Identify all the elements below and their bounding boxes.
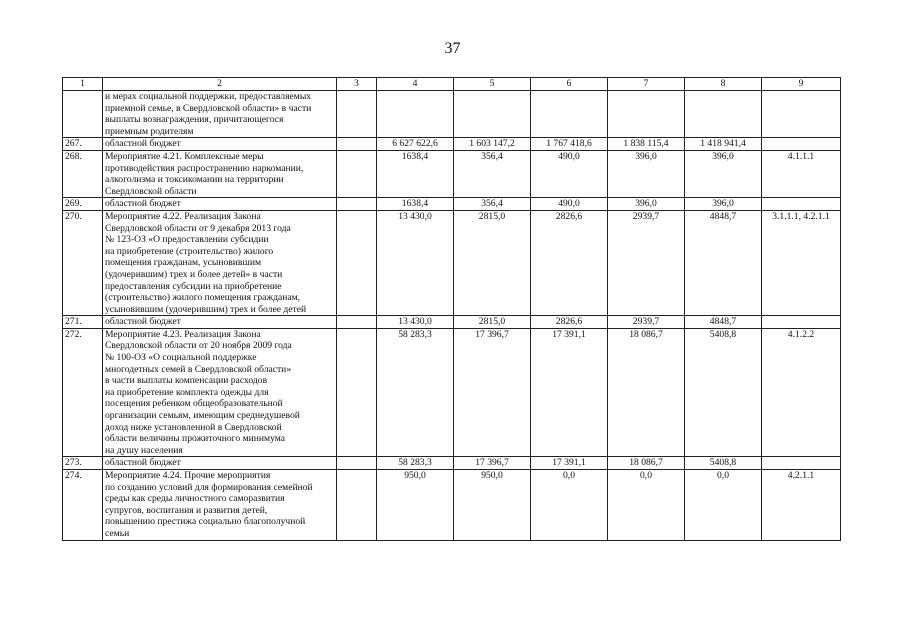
- value-cell-c8: 5408,8: [685, 328, 762, 457]
- description-line: алкоголизма и токсикомании на территории: [105, 174, 284, 186]
- target-indicator-cell: [762, 138, 841, 151]
- table-row: [63, 210, 841, 315]
- value-cell-c5: 2815,0: [454, 210, 531, 315]
- table-row: [63, 138, 841, 151]
- description-line: противодействия распространению наркомании,: [105, 162, 304, 174]
- value-cell-c6: 490,0: [531, 198, 608, 211]
- description-line: приемной семье, в Свердловской области» в части: [105, 102, 312, 114]
- description-line: среды как среды личностного саморазвития: [105, 493, 285, 505]
- target-indicator-cell: 4.1.1.1: [762, 150, 841, 197]
- description-line: Свердловской области от 9 декабря 2013 года: [105, 222, 291, 234]
- value-cell-c5: 17 396,7: [454, 457, 531, 470]
- description-line: Мероприятие 4.23. Реализация Закона: [105, 328, 261, 340]
- description-line: (строительство) жилого помещения гражданам,: [105, 292, 301, 304]
- value-cell-c3: [337, 138, 377, 151]
- description-line: в части выплаты компенсации расходов: [105, 375, 268, 387]
- column-header: 6: [531, 78, 608, 91]
- value-cell-c5: 17 396,7: [454, 328, 531, 457]
- value-cell-c4: 13 430,0: [377, 316, 454, 329]
- budget-table: [62, 77, 841, 541]
- column-header: 5: [454, 78, 531, 91]
- description-line: (удочерившим) трех и более детей» в части: [105, 268, 283, 280]
- description-line: Свердловской области от 20 ноября 2009 года: [105, 340, 292, 352]
- description-line: организации семьям, имеющим среднедушевой: [105, 410, 300, 422]
- value-cell-c6: 1 767 418,6: [531, 138, 608, 151]
- header-row: [63, 78, 841, 91]
- row-number: 271.: [63, 316, 103, 329]
- value-cell-c4: 1638,4: [377, 150, 454, 197]
- value-cell-c3: [337, 198, 377, 211]
- description-line: областной бюджет: [105, 457, 181, 469]
- row-description: [103, 316, 337, 329]
- table-row: [63, 470, 841, 541]
- value-cell-c4: 58 283,3: [377, 328, 454, 457]
- row-number: 269.: [63, 198, 103, 211]
- row-description: [103, 150, 337, 197]
- row-number: 272.: [63, 328, 103, 457]
- value-cell-c7: 2939,7: [608, 316, 685, 329]
- column-header: 7: [608, 78, 685, 91]
- table-row: [63, 91, 841, 138]
- value-cell-c6: 2826,6: [531, 316, 608, 329]
- value-cell-c3: [337, 150, 377, 197]
- row-number: 270.: [63, 210, 103, 315]
- target-indicator-cell: 3.1.1.1, 4.2.1.1: [762, 210, 841, 315]
- table-row: [63, 198, 841, 211]
- target-indicator-cell: [762, 316, 841, 329]
- page-number: 37: [444, 40, 461, 57]
- value-cell-c3: [337, 210, 377, 315]
- value-cell-c8: [685, 91, 762, 138]
- row-number: 273.: [63, 457, 103, 470]
- value-cell-c6: 490,0: [531, 150, 608, 197]
- target-indicator-cell: [762, 457, 841, 470]
- value-cell-c4: [377, 91, 454, 138]
- description-line: № 100-ОЗ «О социальной поддержке: [105, 352, 257, 364]
- description-line: предоставления субсидии на приобретение: [105, 280, 282, 292]
- description-line: повышению престижа социально благополучной: [105, 516, 306, 528]
- row-description: [103, 138, 337, 151]
- description-line: семьи: [105, 527, 130, 539]
- value-cell-c5: 356,4: [454, 198, 531, 211]
- column-header: 1: [63, 78, 103, 91]
- value-cell-c7: 396,0: [608, 198, 685, 211]
- row-number: 274.: [63, 470, 103, 541]
- row-description: [103, 328, 337, 457]
- row-number: 267.: [63, 138, 103, 151]
- value-cell-c7: 396,0: [608, 150, 685, 197]
- value-cell-c8: 396,0: [685, 198, 762, 211]
- target-indicator-cell: 4.1.2.2: [762, 328, 841, 457]
- value-cell-c7: 18 086,7: [608, 328, 685, 457]
- value-cell-c5: 356,4: [454, 150, 531, 197]
- description-line: области величины прожиточного минимума: [105, 433, 286, 445]
- value-cell-c4: 6 627 622,6: [377, 138, 454, 151]
- row-number: [63, 91, 103, 138]
- description-line: на приобретение (строительство) жилого: [105, 245, 274, 257]
- value-cell-c3: [337, 316, 377, 329]
- value-cell-c4: 950,0: [377, 470, 454, 541]
- value-cell-c3: [337, 328, 377, 457]
- value-cell-c4: 58 283,3: [377, 457, 454, 470]
- row-description: [103, 457, 337, 470]
- value-cell-c3: [337, 457, 377, 470]
- value-cell-c5: 2815,0: [454, 316, 531, 329]
- description-line: многодетных семей в Свердловской области»: [105, 363, 292, 375]
- row-description: [103, 470, 337, 541]
- value-cell-c6: 17 391,1: [531, 328, 608, 457]
- value-cell-c6: 0,0: [531, 470, 608, 541]
- target-indicator-cell: 4.2.1.1: [762, 470, 841, 541]
- description-line: помещения гражданам, усыновившим: [105, 257, 262, 269]
- row-description: [103, 210, 337, 315]
- column-header: 8: [685, 78, 762, 91]
- value-cell-c8: 1 418 941,4: [685, 138, 762, 151]
- description-line: областной бюджет: [105, 316, 181, 328]
- row-description: [103, 198, 337, 211]
- description-line: выплаты вознаграждения, причитающегося: [105, 114, 284, 126]
- description-line: доход ниже установленной в Свердловской: [105, 421, 282, 433]
- value-cell-c7: 1 838 115,4: [608, 138, 685, 151]
- value-cell-c5: 1 603 147,2: [454, 138, 531, 151]
- description-line: посещения ребенком общеобразовательной: [105, 398, 283, 410]
- description-line: областной бюджет: [105, 198, 181, 210]
- value-cell-c5: [454, 91, 531, 138]
- column-header: 4: [377, 78, 454, 91]
- value-cell-c7: 18 086,7: [608, 457, 685, 470]
- value-cell-c8: 5408,8: [685, 457, 762, 470]
- value-cell-c3: [337, 91, 377, 138]
- column-header: 3: [337, 78, 377, 91]
- column-header: 2: [103, 78, 337, 91]
- value-cell-c6: 17 391,1: [531, 457, 608, 470]
- description-line: № 123-ОЗ «О предоставлении субсидии: [105, 234, 269, 246]
- target-indicator-cell: [762, 91, 841, 138]
- value-cell-c6: 2826,6: [531, 210, 608, 315]
- description-line: и мерах социальной поддержки, предоставляемых: [105, 91, 312, 102]
- target-indicator-cell: [762, 198, 841, 211]
- description-line: Мероприятие 4.22. Реализация Закона: [105, 210, 261, 222]
- description-line: Мероприятие 4.21. Комплексные меры: [105, 150, 264, 162]
- value-cell-c4: 13 430,0: [377, 210, 454, 315]
- value-cell-c8: 4848,7: [685, 316, 762, 329]
- description-line: приемным родителям: [105, 125, 194, 137]
- value-cell-c7: 0,0: [608, 470, 685, 541]
- value-cell-c4: 1638,4: [377, 198, 454, 211]
- description-line: усыновившим (удочерившим) трех и более детей: [105, 303, 307, 315]
- value-cell-c7: [608, 91, 685, 138]
- description-line: областной бюджет: [105, 138, 181, 150]
- value-cell-c5: 950,0: [454, 470, 531, 541]
- value-cell-c3: [337, 470, 377, 541]
- table-row: [63, 328, 841, 457]
- table-body: [63, 78, 841, 541]
- row-description: [103, 91, 337, 138]
- description-line: Свердловской области: [105, 185, 197, 197]
- table-row: [63, 316, 841, 329]
- value-cell-c8: 0,0: [685, 470, 762, 541]
- column-header: 9: [762, 78, 841, 91]
- description-line: на приобретение комплекта одежды для: [105, 386, 269, 398]
- value-cell-c8: 396,0: [685, 150, 762, 197]
- description-line: по созданию условий для формирования семейной: [105, 481, 313, 493]
- value-cell-c8: 4848,7: [685, 210, 762, 315]
- row-number: 268.: [63, 150, 103, 197]
- value-cell-c7: 2939,7: [608, 210, 685, 315]
- table-row: [63, 457, 841, 470]
- description-line: Мероприятие 4.24. Прочие мероприятия: [105, 470, 271, 481]
- value-cell-c6: [531, 91, 608, 138]
- description-line: на душу населения: [105, 444, 183, 456]
- description-line: супругов, воспитания и развития детей,: [105, 504, 268, 516]
- table-row: [63, 150, 841, 197]
